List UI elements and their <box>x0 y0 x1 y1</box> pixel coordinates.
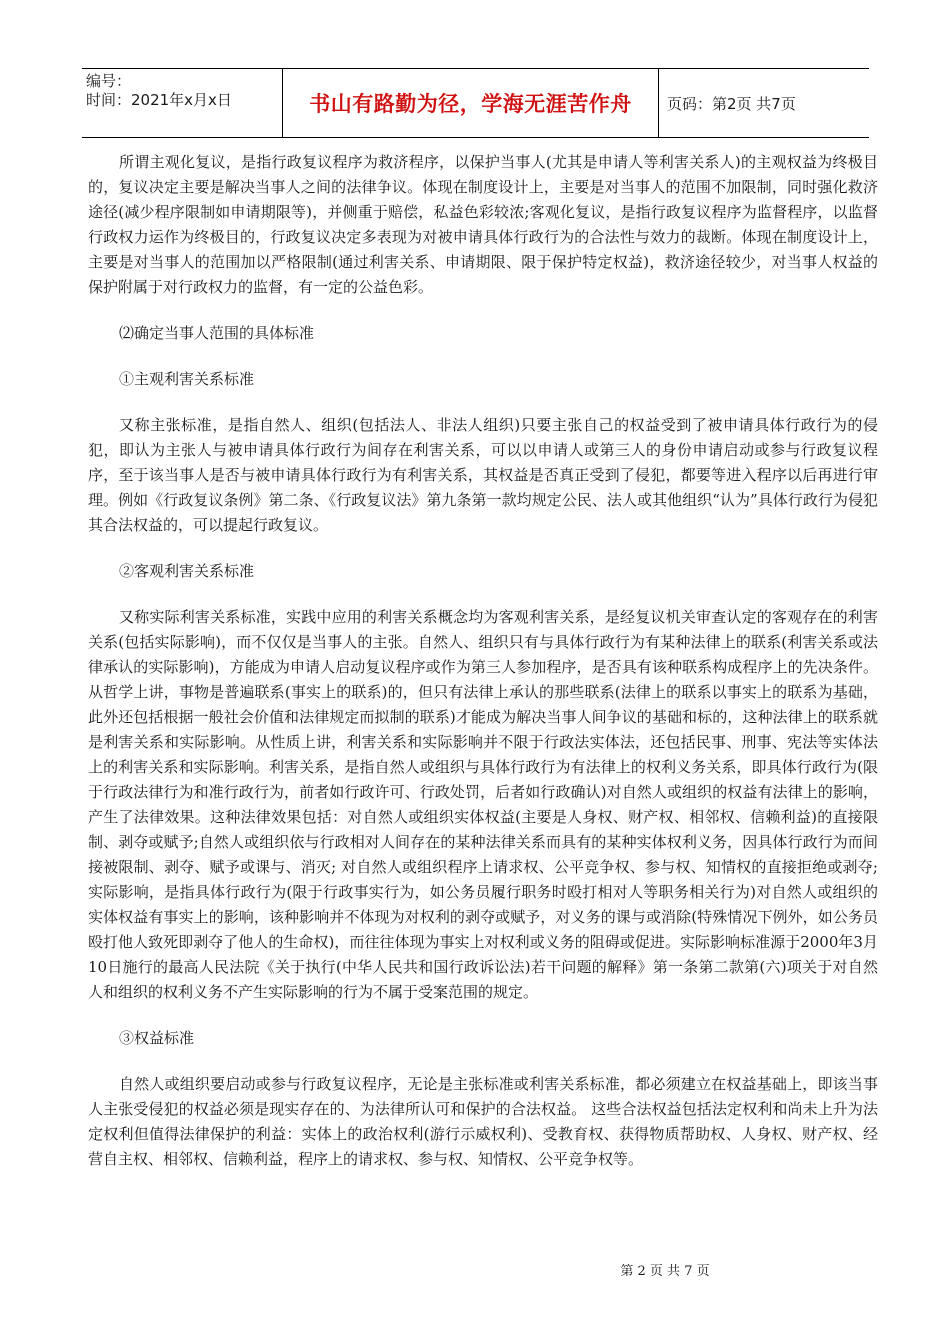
page-header <box>82 68 869 138</box>
document-date-label: 时间：2021年x月x日 <box>86 91 232 109</box>
section-heading: ③权益标准 <box>119 1029 195 1047</box>
document-body <box>88 150 878 1193</box>
document-number-label: 编号： <box>86 72 132 90</box>
paragraph: 又称主张标准，是指自然人、组织(包括法人、非法人组织)只要主张自己的权益受到了被申请具体行政行为的侵犯，即认为主张人与被申请具体行政行为间存在利害关系，可以以申请人或第三人的身份申请启动或参与行政复议程序，至于该当事人是否与被申请具体行政行为有利害关系，其权益是否真正受到了侵犯，都要等进入程序以后再进行审理。例如《行政复议条例》第二条、《行政复议法》第九条第一款均规定公民、法人或其他组织“认为”具体行政行为侵犯其合法权益的，可以提起行政复议。 <box>88 416 878 534</box>
paragraph: 所谓主观化复议，是指行政复议程序为救济程序，以保护当事人(尤其是申请人等利害关系人)的主观权益为终极目的，复议决定主要是解决当事人之间的法律争议。体现在制度设计上，主要是对当事人的范围不加限制，同时强化救济途径(减少程序限制如申请期限等)，并侧重于赔偿，私益色彩较浓;客观化复议，是指行政复议程序为监督程序，以监督行政权力运作为终极目的，行政复议决定多表现为对被申请具体行政行为的合法性与效力的裁断。体现在制度设计上，主要是对当事人的范围加以严格限制(通过利害关系、申请期限、限于保护特定权益)，救济途径较少，对当事人权益的保护附属于对行政权力的监督，有一定的公益色彩。 <box>88 153 878 296</box>
section-heading: ①主观利害关系标准 <box>119 370 255 388</box>
header-page-label: 页码：第2页 共7页 <box>667 94 796 113</box>
header-meta <box>82 69 283 137</box>
header-motto: 书山有路勤为径，学海无涯苦作舟 <box>283 69 659 137</box>
page-footer: 第 2 页 共 7 页 <box>620 1264 710 1279</box>
paragraph: 又称实际利害关系标准，实践中应用的利害关系概念均为客观利害关系，是经复议机关审查认定的客观存在的利害关系(包括实际影响)，而不仅仅是当事人的主张。自然人、组织只有与具体行政行为有某种法律上的联系(利害关系或法律承认的实际影响)，方能成为申请人启动复议程序或作为第三人参加程序，是否具有该种联系构成程序上的先决条件。从哲学上讲，事物是普遍联系(事实上的联系)的，但只有法律上承认的那些联系(法律上的联系以事实上的联系为基础，此外还包括根据一般社会价值和法律规定而拟制的联系)才能成为解决当事人间争议的基础和标的，这种法律上的联系就是利害关系和实际影响。从性质上讲，利害关系和实际影响并不限于行政法实体法，还包括民事、刑事、宪法等实体法上的利害关系和实际影响。利害关系，是指自然人或组织与具体行政行为有法律上的权利义务关系，即具体行政行为(限于行政法律行为和准行政行为，前者如行政许可、行政处罚，后者如行政确认)对自然人或组织的权益有法律上的影响，产生了法律效果。这种法律效果包括：对自然人或组织实体权益(主要是人身权、财产权、相邻权、信赖利益)的直接限制、剥夺或赋予;自然人或组织依与行政相对人间存在的某种法律关系而具有的某种实体权利义务，因具体行政行为而间接被限制、剥夺、赋予或课与、消灭; 对自然人或组织程序上请求权、公平竞争权、参与权、知情权的直接拒绝或剥夺;实际影响，是指具体行政行为(限于行政事实行为，如公务员履行职务时殴打相对人等职务相关行为)对自然人或组织的实体权益有事实上的影响，该种影响并不体现为对权利的剥夺或赋予，对义务的课与或消除(特殊情况下例外，如公务员殴打他人致死即剥夺了他人的生命权)，而往往体现为事实上对权利或义务的阻碍或促进。实际影响标准源于2000年3月10日施行的最高人民法院《关于执行(中华人民共和国行政诉讼法)若干问题的解释》第一条第二款第(六)项关于对自然人和组织的权利义务不产生实际影响的行为不属于受案范围的规定。 <box>88 608 878 1001</box>
paragraph: 自然人或组织要启动或参与行政复议程序，无论是主张标准或利害关系标准，都必须建立在权益基础上，即该当事人主张受侵犯的权益必须是现实存在的、为法律所认可和保护的合法权益。 这些合法权益包括法定权利和尚未上升为法定权利但值得法律保护的利益：实体上的政治权利(游行示威权利)、受教育权、获得物质帮助权、人身权、财产权、经营自主权、相邻权、信赖利益，程序上的请求权、参与权、知情权、公平竞争权等。 <box>88 1075 878 1168</box>
section-heading: ⑵确定当事人范围的具体标准 <box>119 324 315 342</box>
section-heading: ②客观利害关系标准 <box>119 562 255 580</box>
